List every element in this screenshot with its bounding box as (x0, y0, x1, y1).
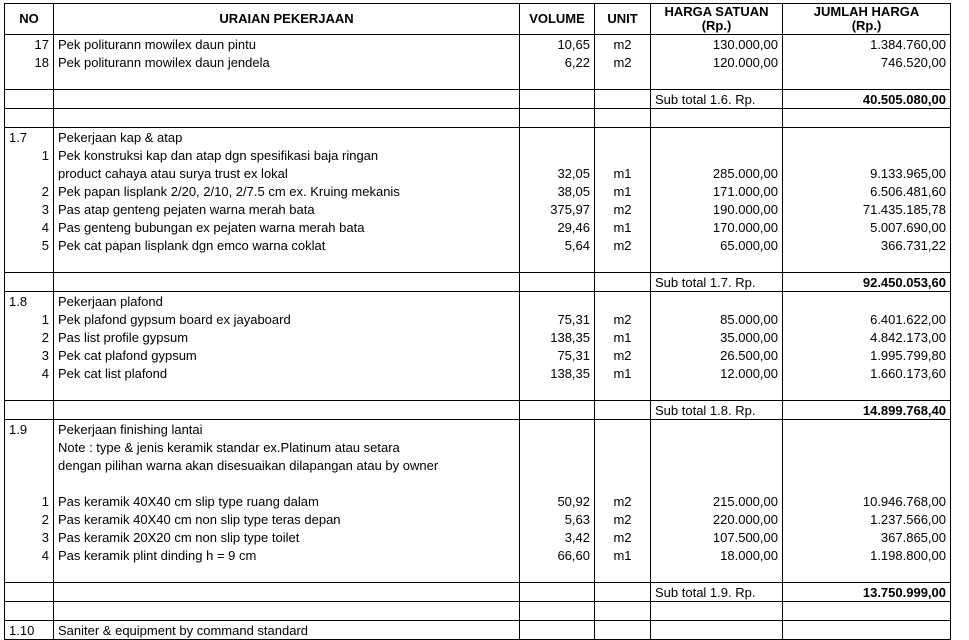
cell-unit (595, 90, 651, 109)
table-row (5, 236, 951, 254)
cell-desc: Pekerjaan plafond (54, 292, 520, 311)
subtotal-row (5, 401, 951, 420)
cell-total: 1.995.799,80 (783, 346, 951, 364)
cell-desc: Pas list profile gypsum (54, 328, 520, 346)
table-row (5, 528, 951, 546)
cell-volume (520, 254, 595, 273)
cell-unit (595, 292, 651, 311)
table-header (5, 4, 951, 35)
cell-price: 26.500,00 (651, 346, 783, 364)
cell-total (783, 456, 951, 474)
cell-desc: Pek plafond gypsum board ex jayaboard (54, 310, 520, 328)
cell-volume (520, 438, 595, 456)
cell-desc (54, 71, 520, 90)
cell-volume: 10,65 (520, 35, 595, 54)
cell-price: 190.000,00 (651, 200, 783, 218)
cell-total (783, 382, 951, 401)
cell-unit (595, 71, 651, 90)
cell-no (5, 401, 54, 420)
cell-volume (520, 420, 595, 439)
cell-unit (595, 583, 651, 602)
cell-volume: 75,31 (520, 346, 595, 364)
cell-total: 1.237.566,00 (783, 510, 951, 528)
cell-no (5, 602, 54, 621)
table-body (5, 35, 951, 640)
header-uraian: URAIAN PEKERJAAN (54, 4, 520, 35)
cell-volume (520, 382, 595, 401)
table-row (5, 346, 951, 364)
cell-desc: Pek politurann mowilex daun pintu (54, 35, 520, 54)
rab-table (4, 3, 951, 640)
cell-total (783, 474, 951, 492)
cell-desc (54, 90, 520, 109)
cell-total (783, 420, 951, 439)
cell-total: 10.946.768,00 (783, 492, 951, 510)
cell-total (783, 621, 951, 640)
cell-desc: Note : type & jenis keramik standar ex.Platinum atau setara (54, 438, 520, 456)
table-row (5, 35, 951, 54)
cell-price: 12.000,00 (651, 364, 783, 382)
cell-volume: 38,05 (520, 182, 595, 200)
cell-no (5, 438, 54, 456)
cell-unit: m2 (595, 53, 651, 71)
cell-price: 220.000,00 (651, 510, 783, 528)
cell-total (783, 128, 951, 147)
table-row (5, 328, 951, 346)
header-volume: VOLUME (520, 4, 595, 35)
cell-price: 35.000,00 (651, 328, 783, 346)
cell-total (783, 109, 951, 128)
cell-no (5, 71, 54, 90)
cell-volume (520, 456, 595, 474)
subtotal-label: Sub total 1.6. Rp. (651, 90, 783, 109)
table-row (5, 310, 951, 328)
cell-price: 120.000,00 (651, 53, 783, 71)
cell-no: 3 (5, 200, 54, 218)
cell-unit: m1 (595, 182, 651, 200)
cell-volume (520, 71, 595, 90)
header-harga-satuan (651, 4, 783, 35)
header-unit: UNIT (595, 4, 651, 35)
cell-no: 4 (5, 546, 54, 564)
cell-desc: Pas keramik plint dinding h = 9 cm (54, 546, 520, 564)
cell-no (5, 583, 54, 602)
cell-volume: 375,97 (520, 200, 595, 218)
cell-volume (520, 292, 595, 311)
subtotal-row (5, 90, 951, 109)
cell-no (5, 90, 54, 109)
cell-unit (595, 254, 651, 273)
cell-no: 1 (5, 492, 54, 510)
cell-desc: product cahaya atau surya trust ex lokal (54, 164, 520, 182)
cell-price (651, 292, 783, 311)
cell-desc: Pas keramik 40X40 cm slip type ruang dalam (54, 492, 520, 510)
cell-no (5, 456, 54, 474)
cell-unit: m2 (595, 236, 651, 254)
cell-no: 17 (5, 35, 54, 54)
cell-price: 171.000,00 (651, 182, 783, 200)
cell-no: 18 (5, 53, 54, 71)
cell-no: 2 (5, 182, 54, 200)
cell-total: 4.842.173,00 (783, 328, 951, 346)
subtotal-value: 13.750.999,00 (783, 583, 951, 602)
cell-desc: Pek cat list plafond (54, 364, 520, 382)
blank-row (5, 109, 951, 128)
table-row (5, 364, 951, 382)
cell-volume: 138,35 (520, 328, 595, 346)
cell-total: 5.007.690,00 (783, 218, 951, 236)
cell-desc: Pek cat plafond gypsum (54, 346, 520, 364)
header-harga-satuan-label: HARGA SATUAN (664, 4, 769, 19)
section-row (5, 128, 951, 147)
cell-total: 1.660.173,60 (783, 364, 951, 382)
header-jumlah-harga-unit: (Rp.) (851, 18, 882, 33)
cell-price (651, 128, 783, 147)
blank-row (5, 254, 951, 273)
table-row (5, 146, 951, 164)
table-row (5, 200, 951, 218)
cell-price (651, 456, 783, 474)
cell-unit (595, 564, 651, 583)
subtotal-label: Sub total 1.9. Rp. (651, 583, 783, 602)
subtotal-row (5, 583, 951, 602)
cell-volume: 138,35 (520, 364, 595, 382)
cell-volume: 32,05 (520, 164, 595, 182)
subtotal-value: 92.450.053,60 (783, 273, 951, 292)
cell-total (783, 602, 951, 621)
cell-unit (595, 128, 651, 147)
cell-price (651, 146, 783, 164)
cell-no (5, 164, 54, 182)
cell-volume (520, 474, 595, 492)
cell-desc (54, 382, 520, 401)
cell-desc (54, 109, 520, 128)
table-row (5, 218, 951, 236)
cell-unit (595, 273, 651, 292)
cell-price: 170.000,00 (651, 218, 783, 236)
section-row (5, 420, 951, 439)
cell-volume (520, 602, 595, 621)
cell-total: 9.133.965,00 (783, 164, 951, 182)
cell-no (5, 109, 54, 128)
cell-volume (520, 564, 595, 583)
cell-no (5, 382, 54, 401)
cell-volume: 66,60 (520, 546, 595, 564)
cell-volume: 75,31 (520, 310, 595, 328)
cell-unit (595, 420, 651, 439)
cell-no: 1.9 (5, 420, 54, 439)
cell-volume (520, 109, 595, 128)
section-row (5, 621, 951, 640)
cell-unit (595, 401, 651, 420)
cell-no: 1 (5, 146, 54, 164)
cell-price: 130.000,00 (651, 35, 783, 54)
cell-no (5, 254, 54, 273)
table-row (5, 492, 951, 510)
cell-volume (520, 621, 595, 640)
cell-no: 1.8 (5, 292, 54, 311)
cell-no (5, 474, 54, 492)
section-row (5, 292, 951, 311)
cell-desc: Pas atap genteng pejaten warna merah bata (54, 200, 520, 218)
cell-desc: Pas keramik 20X20 cm non slip type toilet (54, 528, 520, 546)
cell-total (783, 71, 951, 90)
cell-no: 2 (5, 328, 54, 346)
cell-unit (595, 382, 651, 401)
cell-volume (520, 90, 595, 109)
table-row (5, 456, 951, 474)
cell-desc (54, 273, 520, 292)
cell-unit: m2 (595, 35, 651, 54)
cell-unit: m1 (595, 218, 651, 236)
cell-volume: 50,92 (520, 492, 595, 510)
cell-no: 1.10 (5, 621, 54, 640)
cell-volume (520, 273, 595, 292)
subtotal-label: Sub total 1.7. Rp. (651, 273, 783, 292)
cell-price: 85.000,00 (651, 310, 783, 328)
cell-unit: m2 (595, 510, 651, 528)
table-row (5, 438, 951, 456)
cell-price: 65.000,00 (651, 236, 783, 254)
cell-price (651, 254, 783, 273)
cell-desc (54, 583, 520, 602)
cell-total (783, 292, 951, 311)
cell-price: 18.000,00 (651, 546, 783, 564)
cell-desc: Saniter & equipment by command standard (54, 621, 520, 640)
cell-no: 2 (5, 510, 54, 528)
subtotal-label: Sub total 1.8. Rp. (651, 401, 783, 420)
cell-no: 3 (5, 346, 54, 364)
table-row (5, 164, 951, 182)
cell-total (783, 438, 951, 456)
subtotal-row (5, 273, 951, 292)
cell-desc: Pek konstruksi kap dan atap dgn spesifikasi baja ringan (54, 146, 520, 164)
blank-row (5, 382, 951, 401)
cell-no: 3 (5, 528, 54, 546)
cell-total: 366.731,22 (783, 236, 951, 254)
cell-no: 1 (5, 310, 54, 328)
cell-no: 4 (5, 364, 54, 382)
cell-unit: m2 (595, 492, 651, 510)
cell-total: 1.198.800,00 (783, 546, 951, 564)
cell-desc (54, 564, 520, 583)
cell-volume (520, 401, 595, 420)
cell-price (651, 109, 783, 128)
cell-unit (595, 438, 651, 456)
header-harga-satuan-unit: (Rp.) (701, 18, 732, 33)
cell-price: 215.000,00 (651, 492, 783, 510)
cell-no: 1.7 (5, 128, 54, 147)
cell-volume: 5,63 (520, 510, 595, 528)
table-row (5, 53, 951, 71)
cell-price (651, 420, 783, 439)
cell-price (651, 71, 783, 90)
cell-price (651, 382, 783, 401)
cell-desc (54, 401, 520, 420)
blank-row (5, 564, 951, 583)
cell-total: 6.401.622,00 (783, 310, 951, 328)
cell-no: 5 (5, 236, 54, 254)
cell-total: 746.520,00 (783, 53, 951, 71)
cell-unit: m2 (595, 346, 651, 364)
cell-unit: m2 (595, 310, 651, 328)
cell-unit: m2 (595, 528, 651, 546)
cell-unit (595, 621, 651, 640)
cell-unit (595, 146, 651, 164)
header-jumlah-harga-label: JUMLAH HARGA (813, 4, 920, 19)
cell-desc: Pas genteng bubungan ex pejaten warna merah bata (54, 218, 520, 236)
cell-desc: Pek cat papan lisplank dgn emco warna coklat (54, 236, 520, 254)
subtotal-value: 40.505.080,00 (783, 90, 951, 109)
blank-row (5, 71, 951, 90)
cell-no (5, 273, 54, 292)
cell-price (651, 621, 783, 640)
cell-price (651, 474, 783, 492)
cell-total: 367.865,00 (783, 528, 951, 546)
cell-no: 4 (5, 218, 54, 236)
cell-volume: 6,22 (520, 53, 595, 71)
cell-total: 71.435.185,78 (783, 200, 951, 218)
cell-desc: Pas keramik 40X40 cm non slip type teras depan (54, 510, 520, 528)
subtotal-value: 14.899.768,40 (783, 401, 951, 420)
cell-unit: m1 (595, 164, 651, 182)
cell-unit (595, 456, 651, 474)
blank-row (5, 602, 951, 621)
cell-unit (595, 474, 651, 492)
cell-price (651, 564, 783, 583)
cell-desc: Pekerjaan finishing lantai (54, 420, 520, 439)
header-no: NO (5, 4, 54, 35)
cell-price: 285.000,00 (651, 164, 783, 182)
cell-unit: m2 (595, 200, 651, 218)
cell-price (651, 602, 783, 621)
table-row (5, 510, 951, 528)
cell-volume (520, 146, 595, 164)
cell-desc: Pek politurann mowilex daun jendela (54, 53, 520, 71)
cell-price (651, 438, 783, 456)
cell-desc (54, 602, 520, 621)
cell-total (783, 254, 951, 273)
cell-unit: m1 (595, 328, 651, 346)
cell-volume: 5,64 (520, 236, 595, 254)
cell-unit: m1 (595, 364, 651, 382)
blank-row (5, 474, 951, 492)
cell-desc: Pek papan lisplank 2/20, 2/10, 2/7.5 cm ex. Kruing mekanis (54, 182, 520, 200)
cell-unit (595, 602, 651, 621)
cell-total (783, 146, 951, 164)
cell-unit (595, 109, 651, 128)
cell-desc (54, 254, 520, 273)
cell-volume (520, 128, 595, 147)
cell-unit: m1 (595, 546, 651, 564)
cell-total: 1.384.760,00 (783, 35, 951, 54)
cell-volume: 3,42 (520, 528, 595, 546)
cell-total (783, 564, 951, 583)
cell-desc: dengan pilihan warna akan disesuaikan dilapangan atau by owner (54, 456, 520, 474)
table-row (5, 546, 951, 564)
cell-price: 107.500,00 (651, 528, 783, 546)
cell-desc: Pekerjaan kap & atap (54, 128, 520, 147)
table-row (5, 182, 951, 200)
cell-no (5, 564, 54, 583)
cell-total: 6.506.481,60 (783, 182, 951, 200)
cell-volume: 29,46 (520, 218, 595, 236)
cell-desc (54, 474, 520, 492)
header-jumlah-harga (783, 4, 951, 35)
cell-volume (520, 583, 595, 602)
